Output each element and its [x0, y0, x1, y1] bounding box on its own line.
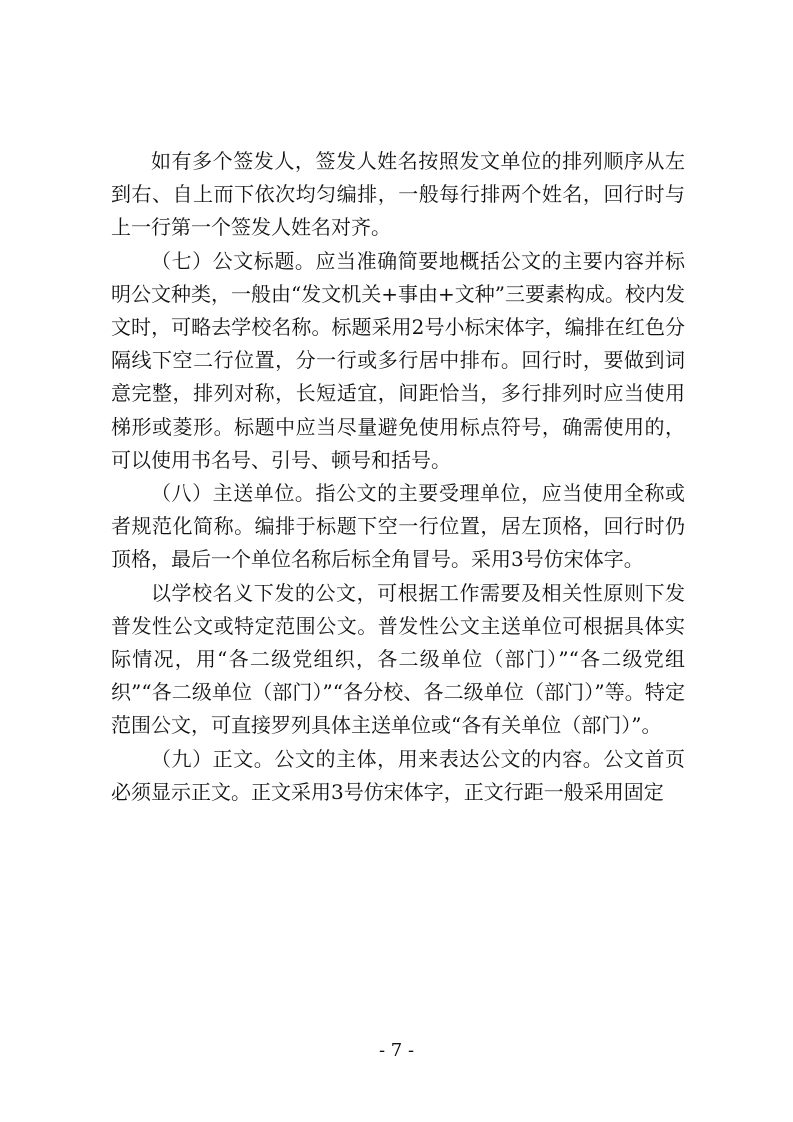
paragraph-main-text: （九）正文。公文的主体，用来表达公文的内容。公文首页必须显示正文。正文采用3号仿宋体字，正文行距一般采用固定	[111, 746, 685, 804]
paragraph-title-rules: （七）公文标题。应当准确简要地概括公文的主要内容并标明公文种类，一般由“发文机关+事由+文种”三要素构成。校内发文时，可略去学校名称。标题采用2号小标宋体字，编排在红色分隔线下空二行位置，分一行或多行居中排布。回行时，要做到词意完整，排列对称，长短适宜，间距恰当，多行排列时应当使用梯形或菱形。标题中应当尽量避免使用标点符号，确需使用的，可以使用书名号、引号、顿号和括号。	[111, 248, 685, 472]
page-number: - 7 -	[378, 1040, 415, 1061]
paragraph-recipient-examples: 以学校名义下发的公文，可根据工作需要及相关性原则下发普发性公文或特定范围公文。普发性公文主送单位可根据具体实际情况，用“各二级党组织，各二级单位（部门）”“各二级党组织”“各二级单位（部门）”“各分校、各二级单位（部门）”等。特定范围公文，可直接罗列具体主送单位或“各有关单位（部门）”。	[111, 580, 685, 738]
paragraph-signers: 如有多个签发人，签发人姓名按照发文单位的排列顺序从左到右、自上而下依次均匀编排，一般每行排两个姓名，回行时与上一行第一个签发人姓名对齐。	[111, 149, 685, 240]
paragraph-recipients: （八）主送单位。指公文的主要受理单位，应当使用全称或者规范化简称。编排于标题下空一行位置，居左顶格，回行时仍顶格，最后一个单位名称后标全角冒号。采用3号仿宋体字。	[111, 481, 685, 572]
document-body	[111, 145, 685, 809]
